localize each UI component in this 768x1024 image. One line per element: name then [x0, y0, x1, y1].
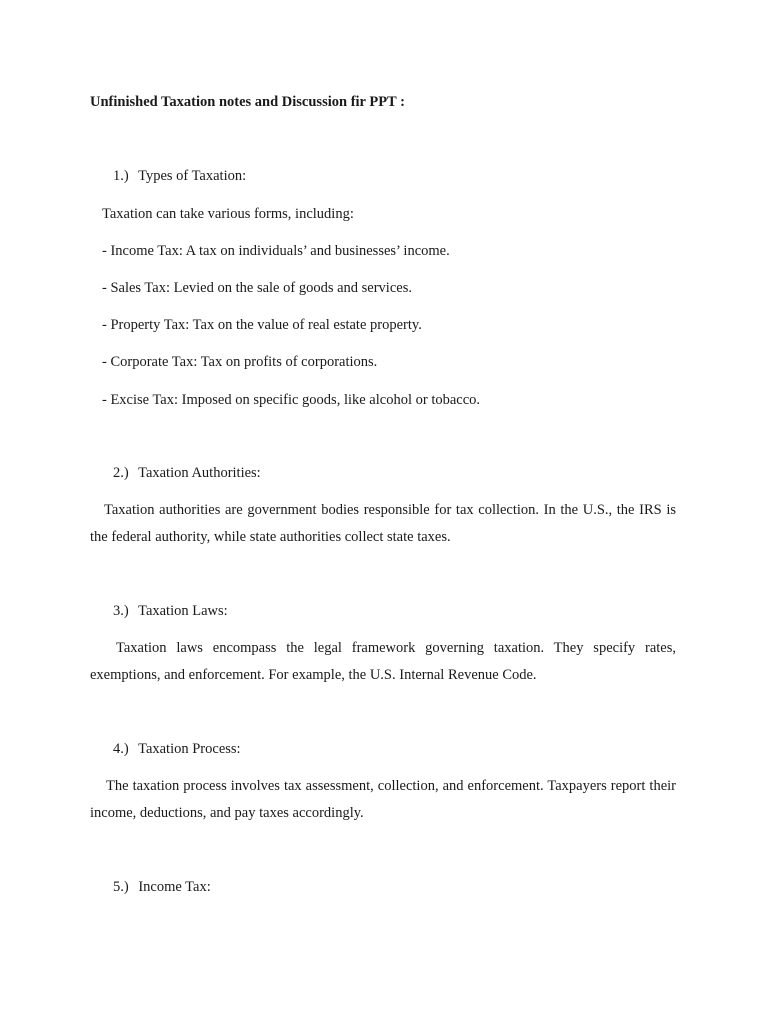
section-title: Taxation Laws: — [138, 603, 228, 619]
section-title: Taxation Authorities: — [138, 465, 261, 481]
list-item-property-tax: - Property Tax: Tax on the value of real estate property. — [102, 317, 422, 333]
document-title: Unfinished Taxation notes and Discussion fir PPT : — [90, 94, 405, 110]
section-heading-income-tax — [113, 879, 211, 896]
list-item-sales-tax: - Sales Tax: Levied on the sale of goods and services. — [102, 280, 412, 296]
section-heading-laws — [113, 603, 228, 620]
list-item-corporate-tax: - Corporate Tax: Tax on profits of corporations. — [102, 354, 378, 370]
list-item-excise-tax: - Excise Tax: Imposed on specific goods, like alcohol or tobacco. — [102, 392, 481, 408]
section-number: 1.) — [113, 168, 129, 184]
section-heading-types — [113, 168, 246, 185]
section-number: 3.) — [113, 603, 129, 619]
section-body-authorities: Taxation authorities are government bodies responsible for tax collection. In the U.S., the IRS is the federal authority, while state authorities collect state taxes. — [90, 502, 676, 545]
list-item-income-tax: - Income Tax: A tax on individuals’ and businesses’ income. — [102, 243, 450, 259]
section-title: Income Tax: — [138, 879, 211, 895]
section-body-process: The taxation process involves tax assessment, collection, and enforcement. Taxpayers report their income, deductions, and pay taxes accordingly. — [90, 778, 676, 821]
section-body-laws: Taxation laws encompass the legal framework governing taxation. They specify rates, exemptions, and enforcement. For example, the U.S. Internal Revenue Code. — [90, 640, 676, 683]
section-heading-process — [113, 741, 241, 758]
section-number: 5.) — [113, 879, 129, 895]
section-heading-authorities — [113, 465, 261, 482]
section-number: 4.) — [113, 741, 129, 757]
section-number: 2.) — [113, 465, 129, 481]
section-intro: Taxation can take various forms, including: — [102, 206, 354, 222]
section-title: Types of Taxation: — [138, 168, 247, 184]
section-title: Taxation Process: — [138, 741, 241, 757]
